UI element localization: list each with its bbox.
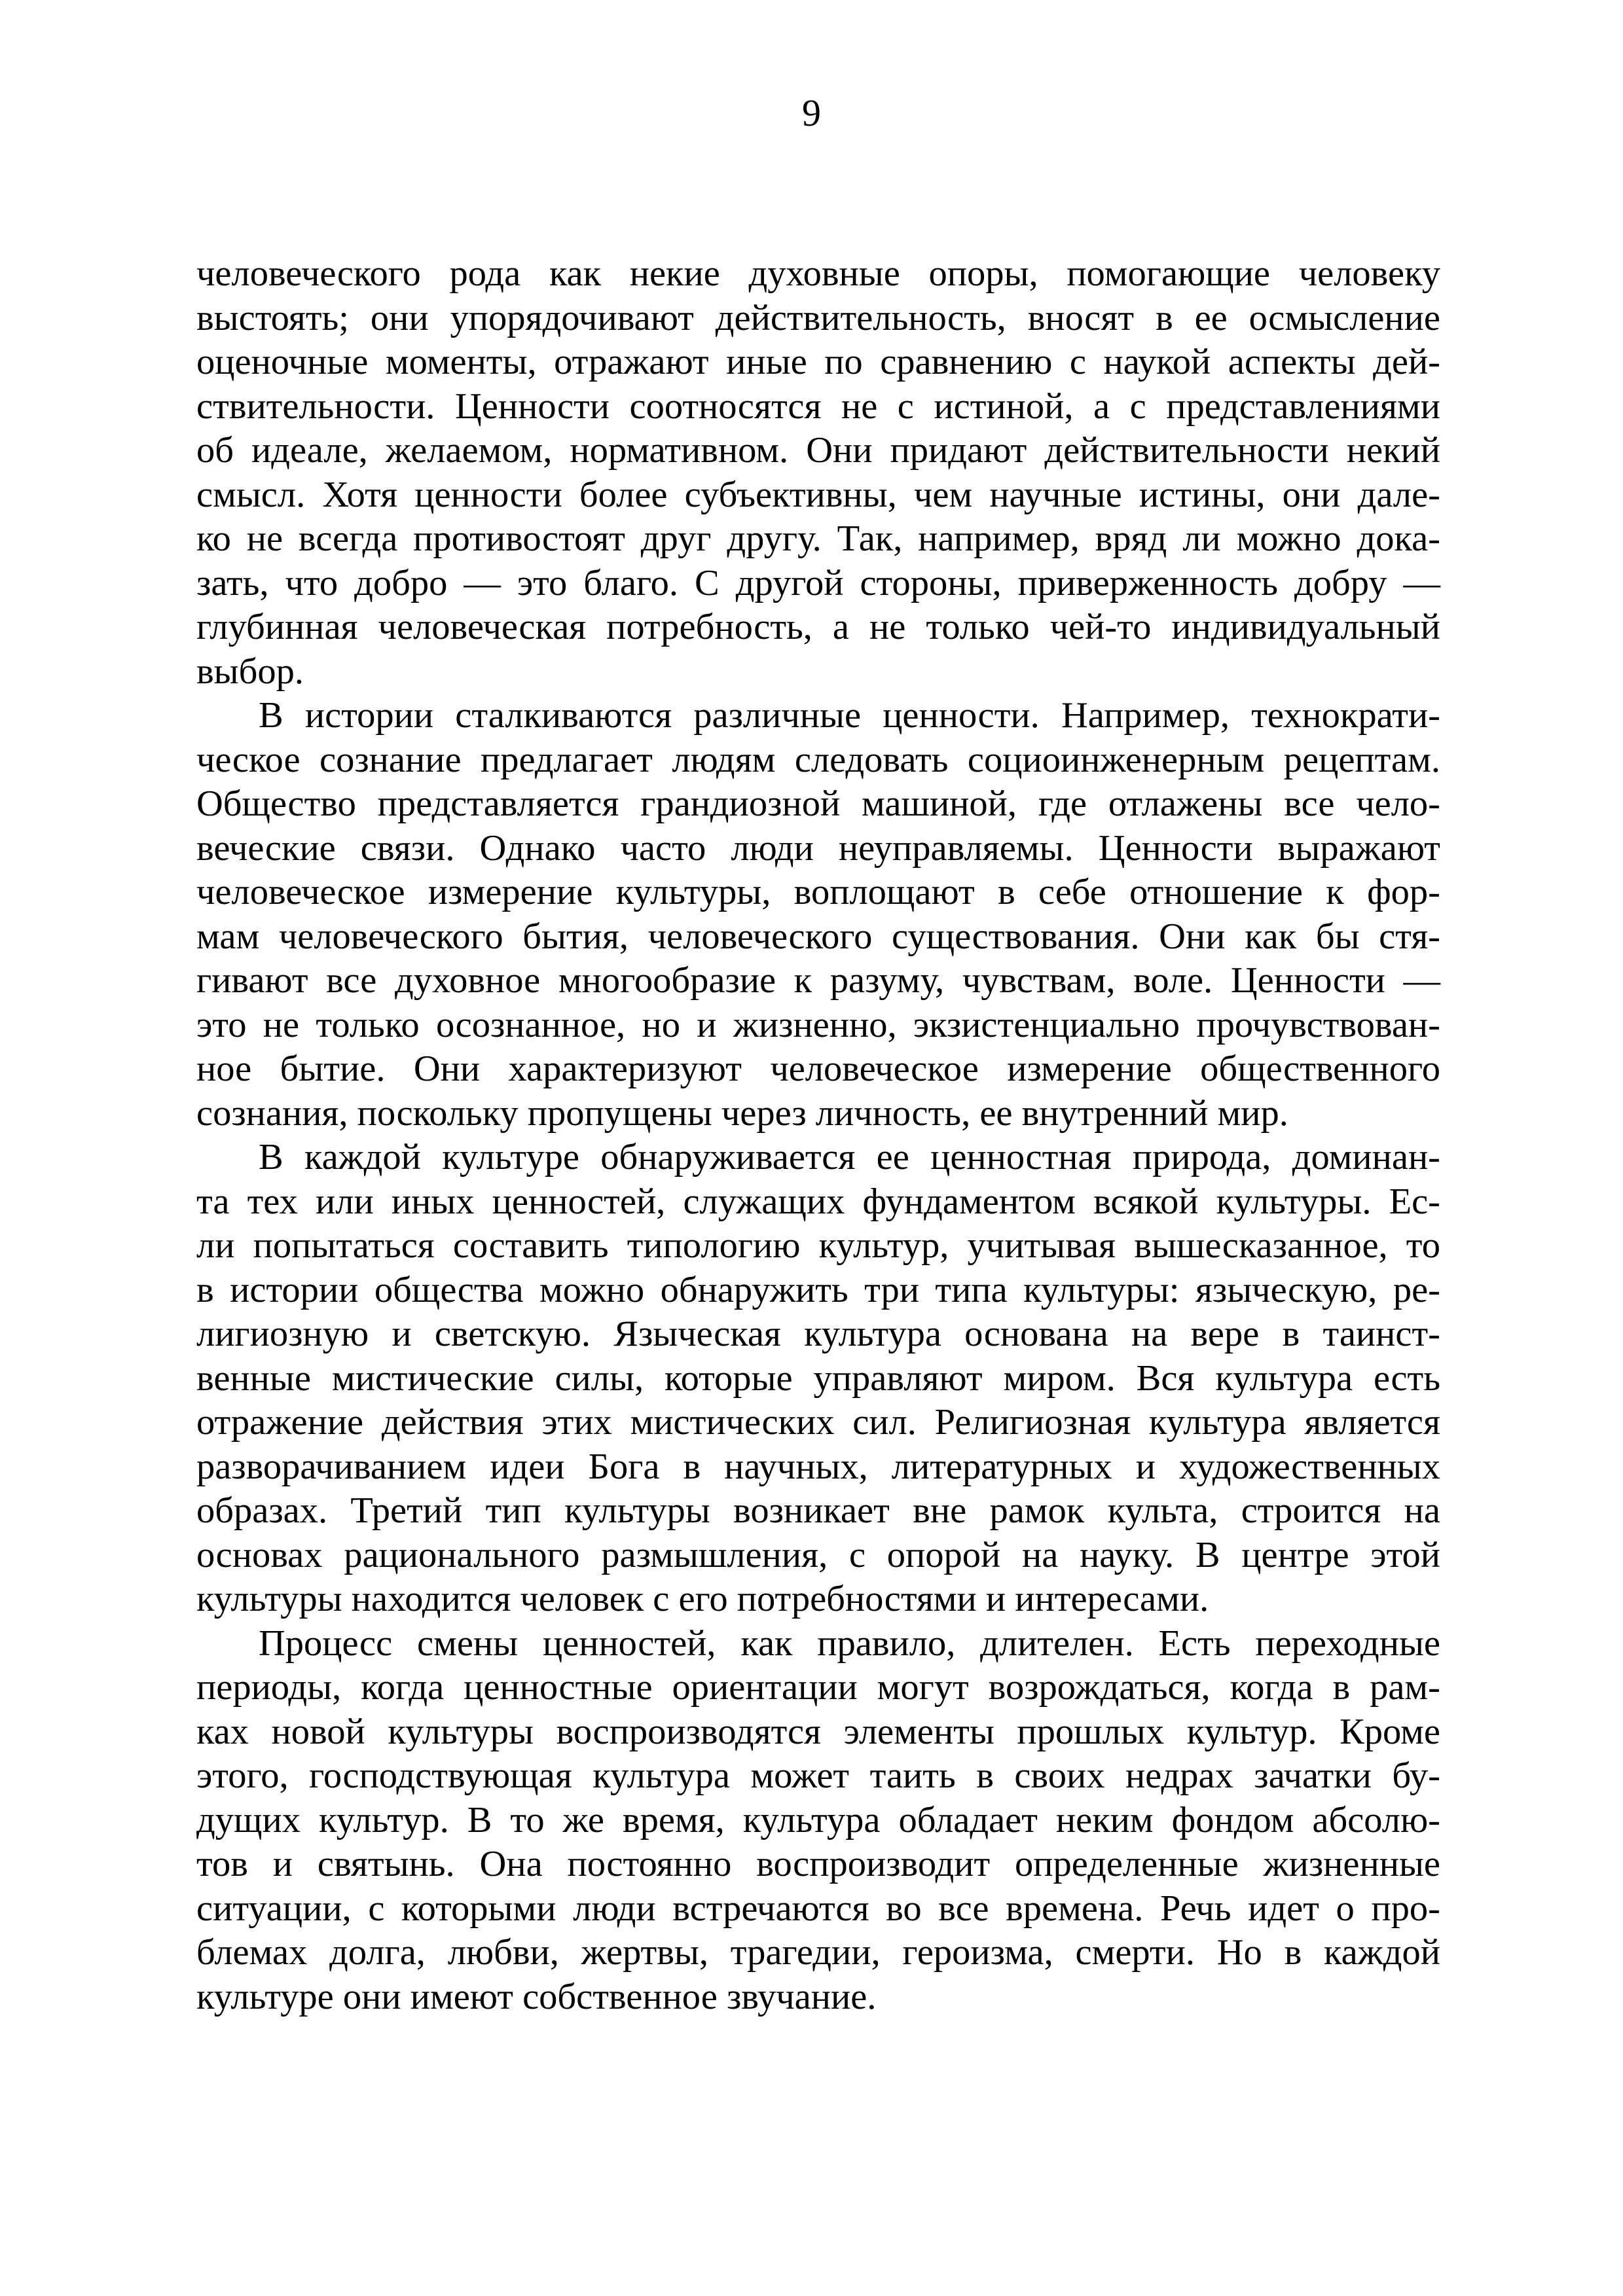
- text-line: дущих культур. В то же время, культура обладает неким фондом абсолю-: [196, 1799, 1440, 1840]
- text-line: ко не всегда противостоят друг другу. Так, например, вряд ли можно дока-: [196, 518, 1440, 559]
- paragraph: [196, 1136, 1440, 1622]
- text-line: оценочные моменты, отражают иные по сравнению с наукой аспекты дей-: [196, 342, 1440, 382]
- text-line: периоды, когда ценностные ориентации могут возрождаться, когда в рам-: [196, 1667, 1440, 1708]
- text-line: венные мистические силы, которые управляют миром. Вся культура есть: [196, 1357, 1440, 1399]
- text-line: ствительности. Ценности соотносятся не с истиной, а с представлениями: [196, 386, 1440, 427]
- text-line: ках новой культуры воспроизводятся элементы прошлых культур. Кроме: [196, 1711, 1440, 1752]
- page-number: 9: [802, 92, 821, 134]
- text-line: блемах долга, любви, жертвы, трагедии, героизма, смерти. Но в каждой: [196, 1932, 1440, 1973]
- text-line: ситуации, с которыми люди встречаются во все времена. Речь идет о про-: [196, 1888, 1440, 1929]
- text-line: это не только осознанное, но и жизненно, экзистенциально прочувствован-: [196, 1004, 1440, 1045]
- text-line: образах. Третий тип культуры возникает вне рамок культа, строится на: [196, 1490, 1440, 1531]
- text-line: гивают все духовное многообразие к разуму, чувствам, воле. Ценности —: [196, 960, 1440, 1001]
- text-line: Процесс смены ценностей, как правило, длителен. Есть переходные: [259, 1623, 1440, 1664]
- text-line: Общество представляется грандиозной машиной, где отлажены все чело-: [196, 783, 1440, 824]
- text-line: культуры находится человек с его потребностями и интересами.: [196, 1579, 1209, 1619]
- text-line: сознания, поскольку пропущены через личность, ее внутренний мир.: [196, 1092, 1288, 1134]
- text-line: разворачиванием идеи Бога в научных, литературных и художественных: [196, 1446, 1440, 1487]
- text-line: культуре они имеют собственное звучание.: [196, 1976, 877, 2017]
- text-line: основах рационального размышления, с опорой на науку. В центре этой: [196, 1534, 1440, 1575]
- text-line: та тех или иных ценностей, служащих фундаментом всякой культуры. Ес-: [196, 1181, 1440, 1222]
- text-line: глубинная человеческая потребность, а не только чей-то индивидуальный: [196, 607, 1440, 647]
- paragraph: [196, 694, 1440, 1136]
- text-line: зать, что добро — это благо. С другой стороны, приверженность добру —: [196, 562, 1440, 603]
- text-line: выбор.: [196, 651, 304, 692]
- text-line: об идеале, желаемом, нормативном. Они придают действительности некий: [196, 430, 1440, 471]
- text-line: тов и святынь. Она постоянно воспроизводит определенные жизненные: [196, 1844, 1440, 1884]
- text-line: ное бытие. Они характеризуют человеческое измерение общественного: [196, 1049, 1440, 1089]
- text-line: веческие связи. Однако часто люди неуправляемы. Ценности выражают: [196, 827, 1440, 869]
- text-line: отражение действия этих мистических сил. Религиозная культура является: [196, 1402, 1440, 1443]
- body-text: [196, 252, 1440, 2019]
- text-line: этого, господствующая культура может таить в своих недрах зачатки бу-: [196, 1755, 1440, 1796]
- paragraph: [196, 1622, 1440, 2020]
- text-line: лигиозную и светскую. Языческая культура основана на вере в таинст-: [196, 1314, 1440, 1354]
- paragraph: [196, 252, 1440, 694]
- text-line: человеческого рода как некие духовные опоры, помогающие человеку: [196, 253, 1440, 294]
- text-line: В каждой культуре обнаруживается ее ценностная природа, доминан-: [259, 1137, 1440, 1177]
- text-line: В истории сталкиваются различные ценности. Например, технократи-: [259, 695, 1440, 736]
- text-line: человеческое измерение культуры, воплощают в себе отношение к фор-: [196, 872, 1440, 912]
- text-line: ли попытаться составить типологию культур, учитывая вышесказанное, то: [196, 1225, 1440, 1266]
- text-line: в истории общества можно обнаружить три типа культуры: языческую, ре-: [196, 1269, 1440, 1310]
- text-line: мам человеческого бытия, человеческого существования. Они как бы стя-: [196, 916, 1440, 957]
- text-line: ческое сознание предлагает людям следовать социоинженерным рецептам.: [196, 739, 1440, 780]
- text-line: смысл. Хотя ценности более субъективны, чем научные истины, они дале-: [196, 474, 1440, 515]
- text-line: выстоять; они упорядочивают действительность, вносят в ее осмысление: [196, 297, 1440, 338]
